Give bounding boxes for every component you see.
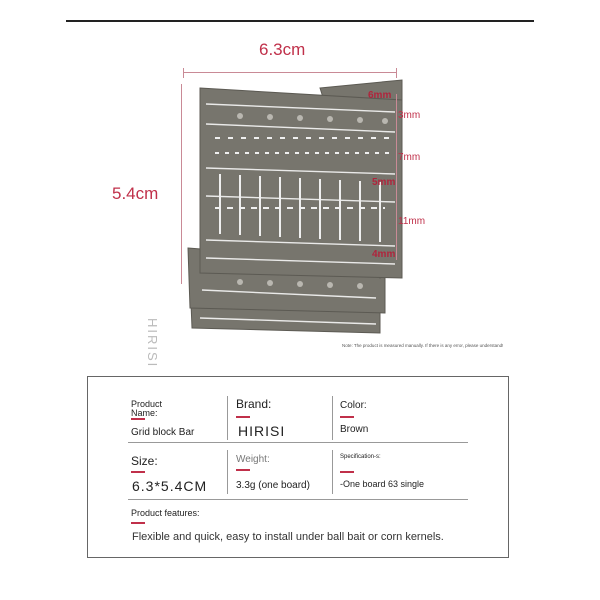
brand-value: HIRISI (238, 423, 286, 439)
spec-row-divider-1 (128, 442, 468, 443)
brand-tick (236, 416, 250, 418)
spec-col-divider-1 (227, 396, 228, 440)
width-dimension-label: 6.3cm (259, 40, 306, 59)
measure-11mm: 11mm (398, 216, 426, 227)
measure-line-right (396, 94, 397, 260)
width-tick-left (183, 68, 184, 78)
weight-tick (236, 469, 250, 471)
product-name-value: Grid block Bar (131, 427, 195, 438)
spec-col-divider-4 (332, 450, 333, 494)
measure-6mm: 6mm (368, 90, 392, 101)
size-label: Size: (131, 454, 158, 468)
color-tick (340, 416, 354, 418)
width-dimension-line (183, 72, 397, 73)
features-text: Flexible and quick, easy to install under ball bait or corn kernels. (132, 531, 444, 543)
weight-label: Weight: (236, 454, 270, 465)
spec-row-divider-2 (128, 499, 468, 500)
top-divider (66, 20, 534, 22)
spec-col-divider-3 (227, 450, 228, 494)
brand-label: Brand: (236, 397, 272, 411)
product-photo (180, 78, 420, 338)
specification-value: -One board 63 single (340, 479, 425, 489)
features-tick (131, 522, 145, 524)
product-name-label: Product Name: (131, 399, 163, 418)
product-name-tick (131, 418, 145, 420)
color-value: Brown (340, 424, 369, 435)
color-label: Color: (340, 400, 367, 411)
size-value: 6.3*5.4CM (132, 478, 208, 494)
measure-3mm: 3mm (398, 110, 421, 121)
measure-4mm: 4mm (372, 249, 396, 260)
specification-label: Specification-s: (340, 454, 381, 460)
height-dimension-label: 5.4cm (112, 184, 159, 203)
size-tick (131, 471, 145, 473)
specification-tick (340, 471, 354, 473)
width-tick-right (396, 68, 397, 78)
brand-watermark: HIRISI (145, 318, 160, 369)
features-label: Product features: (131, 508, 200, 518)
measure-5mm: 5mm (372, 177, 396, 188)
weight-value: 3.3g (one board) (236, 480, 310, 491)
measurement-note: Note: The product is measured manually. If there is any error, please understand! (342, 343, 504, 348)
measure-7mm: 7mm (398, 152, 421, 163)
spec-col-divider-2 (332, 396, 333, 440)
